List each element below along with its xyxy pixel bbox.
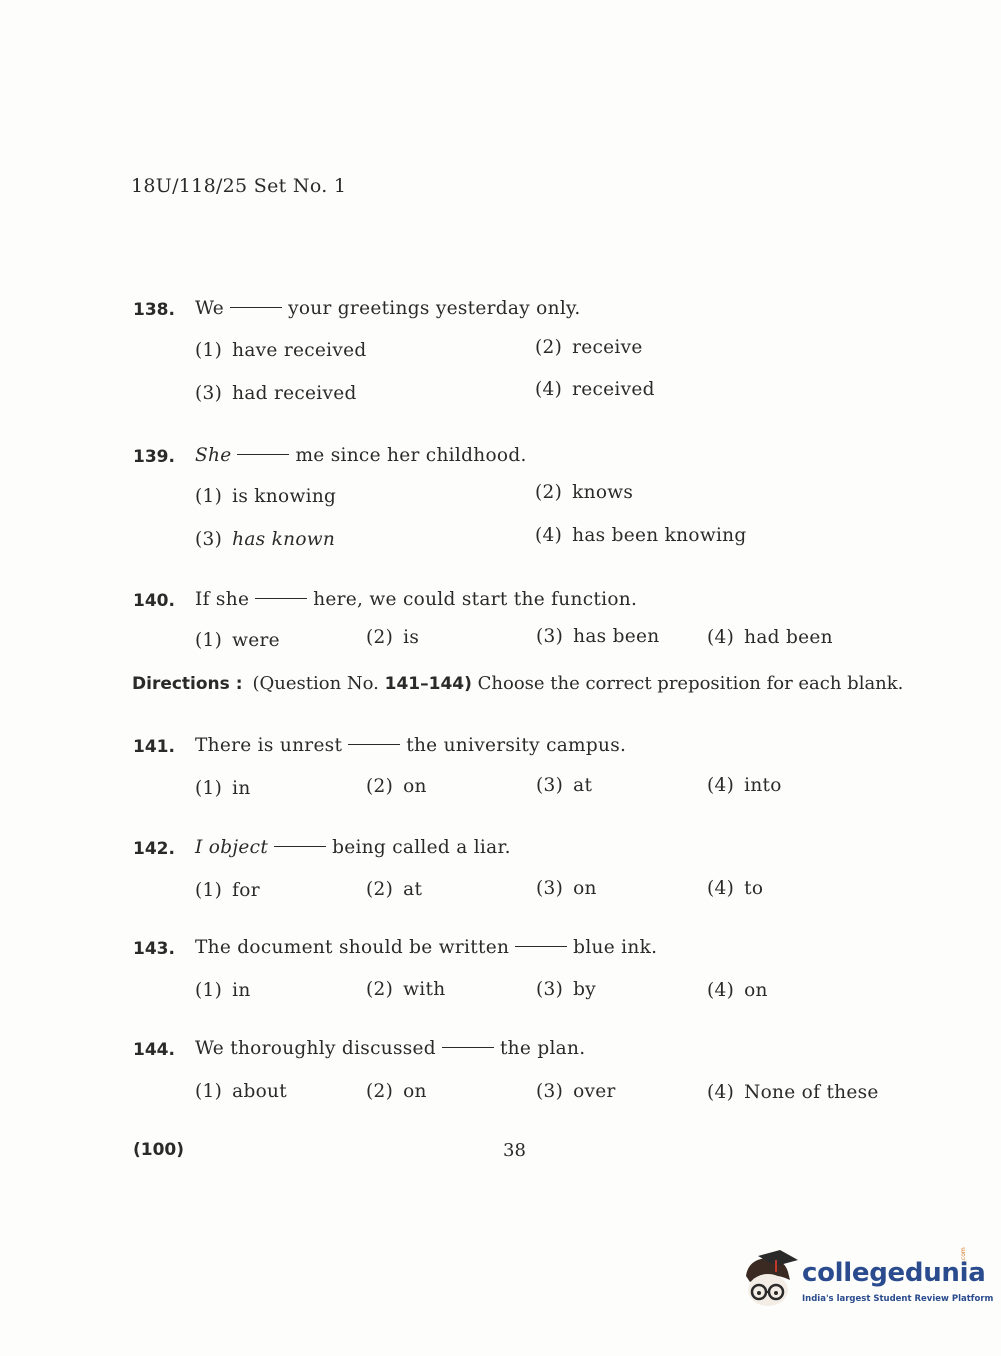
option: (2) knows bbox=[535, 482, 634, 503]
option: (2) is bbox=[366, 627, 420, 648]
question-number: 144. bbox=[133, 1040, 175, 1060]
option: (2) at bbox=[366, 879, 423, 900]
question-number: 143. bbox=[133, 939, 175, 959]
option: (2) on bbox=[366, 776, 427, 797]
question-143 bbox=[133, 939, 953, 979]
option: (3) has known bbox=[195, 529, 336, 550]
question-140 bbox=[133, 591, 953, 631]
question-stem: If she here, we could start the function. bbox=[195, 589, 638, 610]
option: (3) had received bbox=[195, 383, 357, 404]
option: (4) None of these bbox=[707, 1082, 879, 1103]
option: (4) into bbox=[707, 775, 782, 796]
question-stem: She me since her childhood. bbox=[195, 445, 527, 466]
collegedunia-logo: collegedunia .com India's largest Student Review Platform bbox=[740, 1250, 970, 1312]
question-number: 138. bbox=[133, 300, 175, 320]
question-stem: We your greetings yesterday only. bbox=[195, 298, 581, 319]
page-number: 38 bbox=[503, 1140, 526, 1161]
question-144 bbox=[133, 1040, 953, 1080]
option: (4) has been knowing bbox=[535, 525, 747, 546]
question-139 bbox=[133, 447, 953, 487]
option: (1) have received bbox=[195, 340, 367, 361]
question-stem: I object being called a liar. bbox=[195, 837, 511, 858]
option: (4) received bbox=[535, 379, 655, 400]
option: (2) receive bbox=[535, 337, 643, 358]
question-stem: There is unrest the university campus. bbox=[195, 735, 627, 756]
question-number: 141. bbox=[133, 737, 175, 757]
option: (1) about bbox=[195, 1081, 287, 1102]
question-138 bbox=[133, 300, 953, 340]
option: (4) to bbox=[707, 878, 764, 899]
option: (2) with bbox=[366, 979, 446, 1000]
option: (4) had been bbox=[707, 627, 833, 648]
question-number: 139. bbox=[133, 447, 175, 467]
paper-code: 18U/118/25 Set No. 1 bbox=[131, 175, 347, 197]
option: (1) in bbox=[195, 980, 251, 1001]
option: (4) on bbox=[707, 980, 768, 1001]
option: (1) for bbox=[195, 880, 260, 901]
question-stem: We thoroughly discussed the plan. bbox=[195, 1038, 586, 1059]
directions: Directions : (Question No. 141–144) Choose the correct preposition for each blank. bbox=[132, 673, 904, 694]
question-stem: The document should be written blue ink. bbox=[195, 937, 658, 958]
question-number: 142. bbox=[133, 839, 175, 859]
student-mascot-icon bbox=[740, 1250, 800, 1312]
option: (2) on bbox=[366, 1081, 427, 1102]
option: (3) on bbox=[536, 878, 597, 899]
option: (3) over bbox=[536, 1081, 616, 1102]
question-141 bbox=[133, 737, 953, 777]
question-142 bbox=[133, 839, 953, 879]
option: (3) at bbox=[536, 775, 593, 796]
booklet-code: (100) bbox=[133, 1140, 185, 1160]
option: (1) in bbox=[195, 778, 251, 799]
option: (3) by bbox=[536, 979, 597, 1000]
option: (1) is knowing bbox=[195, 486, 337, 507]
option: (1) were bbox=[195, 630, 280, 651]
option: (3) has been bbox=[536, 626, 660, 647]
question-number: 140. bbox=[133, 591, 175, 611]
